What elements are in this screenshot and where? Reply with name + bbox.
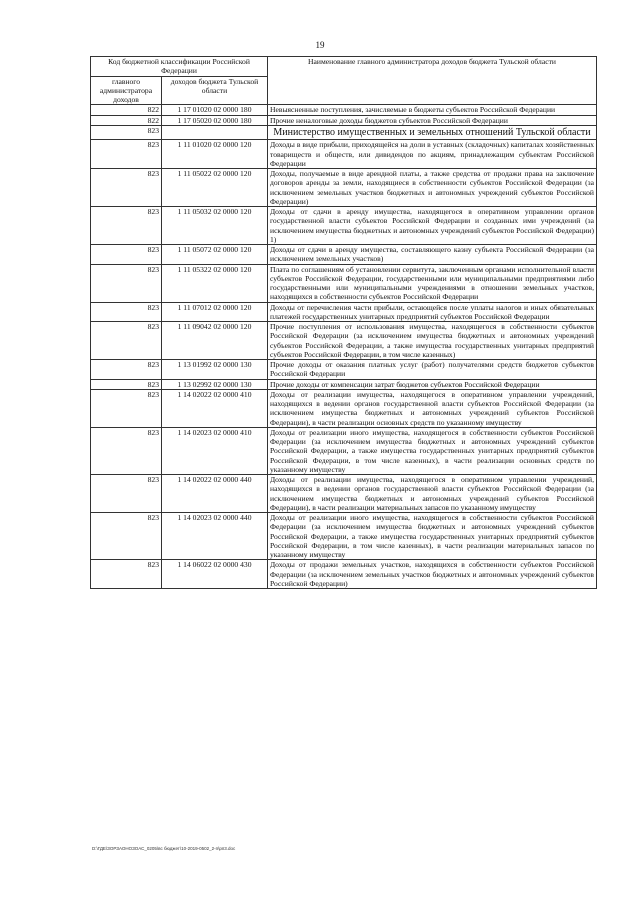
revenue-name-cell: Прочие поступления от использования имущества, находящегося в собственности субъектов Российской Федерации (за исключением имущества бюджетных и автономных учреждений субъектов Российской Федерации, а также имущества государственных унитарных предприятий субъектов Российской Федерации, в том числе казенных) bbox=[268, 322, 597, 360]
table-row bbox=[91, 360, 597, 380]
header-administrator-name: Наименование главного администратора доходов бюджета Тульской области bbox=[268, 57, 597, 105]
table-row bbox=[91, 115, 597, 125]
admin-code-cell: 823 bbox=[91, 427, 162, 474]
revenue-code-cell: 1 13 02992 02 0000 130 bbox=[162, 379, 268, 389]
header-admin-code: главного администратора доходов bbox=[91, 76, 162, 105]
header-revenue-code: доходов бюджета Тульской области bbox=[162, 76, 268, 105]
revenue-name-cell: Доходы в виде прибыли, приходящейся на доли в уставных (складочных) капиталах хозяйственных товариществ и обществ, или дивидендов по акциям, принадлежащим субъектам Российской Федерации bbox=[268, 140, 597, 169]
revenue-code-cell: 1 14 02022 02 0000 410 bbox=[162, 389, 268, 427]
admin-code-cell: 823 bbox=[91, 322, 162, 360]
admin-code-cell: 822 bbox=[91, 105, 162, 115]
table-row bbox=[91, 427, 597, 474]
table-row bbox=[91, 379, 597, 389]
revenue-name-cell: Доходы, получаемые в виде арендной платы, а также средства от продажи права на заключение договоров аренды за земли, находящиеся в собственности субъектов Российской Федерации (за исключением земельных участков бюджетных и автономных учреждений субъектов Российской Федерации) bbox=[268, 169, 597, 207]
revenue-name-cell: Доходы от сдачи в аренду имущества, находящегося в оперативном управлении органов государственной власти субъектов Российской Федерации и созданных ими учреждений (за исключением имущества бюджетных и автономных учреждений субъектов Российской Федерации) 1) bbox=[268, 207, 597, 245]
revenue-code-cell: 1 11 05032 02 0000 120 bbox=[162, 207, 268, 245]
header-classification-code: Код бюджетной классификации Российской Федерации bbox=[91, 57, 268, 77]
admin-code-cell: 823 bbox=[91, 207, 162, 245]
revenue-name-cell: Доходы от реализации имущества, находящегося в оперативном управлении учреждений, находящихся в ведении органов государственной власти субъектов Российской Федерации (за исключением имущества бюджетных и автономных учреждений субъектов Российской Федерации), в части реализации материальных запасов по указанному имуществу bbox=[268, 475, 597, 513]
revenue-code-cell: 1 11 09042 02 0000 120 bbox=[162, 322, 268, 360]
table-row bbox=[91, 207, 597, 245]
admin-code-cell: 823 bbox=[91, 169, 162, 207]
revenue-name-cell: Доходы от перечисления части прибыли, остающейся после уплаты налогов и иных обязательных платежей государственных унитарных предприятий субъектов Российской Федерации bbox=[268, 302, 597, 322]
revenue-administrators-table bbox=[90, 56, 597, 589]
revenue-code-cell: 1 11 05072 02 0000 120 bbox=[162, 245, 268, 265]
revenue-code-cell bbox=[162, 125, 268, 140]
table-row bbox=[91, 389, 597, 427]
admin-code-cell: 823 bbox=[91, 245, 162, 265]
revenue-code-cell: 1 14 06022 02 0000 430 bbox=[162, 560, 268, 589]
table-row bbox=[91, 513, 597, 560]
page-number: 19 bbox=[315, 40, 325, 50]
revenue-code-cell: 1 14 02023 02 0000 440 bbox=[162, 513, 268, 560]
table-row bbox=[91, 105, 597, 115]
file-path-footer: D:\ГДЕ\ЗОРЗАОНОЗОАС_0205\вс бюджет\10-2019-0502_2-п\рп3.doc bbox=[92, 846, 236, 851]
admin-code-cell: 822 bbox=[91, 115, 162, 125]
table-row bbox=[91, 140, 597, 169]
revenue-code-cell: 1 17 01020 02 0000 180 bbox=[162, 105, 268, 115]
revenue-code-cell: 1 11 01020 02 0000 120 bbox=[162, 140, 268, 169]
admin-code-cell: 823 bbox=[91, 125, 162, 140]
revenue-code-cell: 1 11 07012 02 0000 120 bbox=[162, 302, 268, 322]
admin-code-cell: 823 bbox=[91, 513, 162, 560]
table-row bbox=[91, 560, 597, 589]
table-row bbox=[91, 302, 597, 322]
revenue-name-cell: Доходы от реализации имущества, находящегося в оперативном управлении учреждений, находящихся в ведении органов государственной власти субъектов Российской Федерации (за исключением имущества бюджетных и автономных учреждений субъектов Российской Федерации), в части реализации основных средств по указанному имуществу bbox=[268, 389, 597, 427]
table-row bbox=[91, 245, 597, 265]
table-body bbox=[91, 105, 597, 589]
revenue-name-cell: Прочие доходы от оказания платных услуг (работ) получателями средств бюджетов субъектов Российской Федерации bbox=[268, 360, 597, 380]
admin-code-cell: 823 bbox=[91, 560, 162, 589]
revenue-name-cell: Министерство имущественных и земельных отношений Тульской области bbox=[268, 125, 597, 140]
revenue-name-cell: Доходы от продажи земельных участков, находящихся в собственности субъектов Российской Федерации (за исключением земельных участков бюджетных и автономных учреждений субъектов Российской Федерации) bbox=[268, 560, 597, 589]
revenue-name-cell: Доходы от сдачи в аренду имущества, составляющего казну субъекта Российской Федерации (за исключением земельных участков) bbox=[268, 245, 597, 265]
revenue-code-cell: 1 11 05022 02 0000 120 bbox=[162, 169, 268, 207]
admin-code-cell: 823 bbox=[91, 379, 162, 389]
table-row bbox=[91, 264, 597, 302]
table-row bbox=[91, 475, 597, 513]
admin-code-cell: 823 bbox=[91, 389, 162, 427]
revenue-code-cell: 1 14 02022 02 0000 440 bbox=[162, 475, 268, 513]
admin-code-cell: 823 bbox=[91, 264, 162, 302]
revenue-name-cell: Плата по соглашениям об установлении сервитута, заключенным органами исполнительной власти субъектов Российской Федерации, государственными или муниципальными предприятиями либо государственными или муниципальными учреждениями в отношении земельных участков, находящихся в собственности субъектов Российской Федерации bbox=[268, 264, 597, 302]
revenue-name-cell: Прочие неналоговые доходы бюджетов субъектов Российской Федерации bbox=[268, 115, 597, 125]
admin-code-cell: 823 bbox=[91, 140, 162, 169]
revenue-name-cell: Невыясненные поступления, зачисляемые в бюджеты субъектов Российской Федерации bbox=[268, 105, 597, 115]
revenue-code-cell: 1 11 05322 02 0000 120 bbox=[162, 264, 268, 302]
admin-code-cell: 823 bbox=[91, 360, 162, 380]
section-row bbox=[91, 125, 597, 140]
revenue-name-cell: Прочие доходы от компенсации затрат бюджетов субъектов Российской Федерации bbox=[268, 379, 597, 389]
admin-code-cell: 823 bbox=[91, 475, 162, 513]
revenue-name-cell: Доходы от реализации иного имущества, находящегося в собственности субъектов Российской Федерации (за исключением имущества бюджетных и автономных учреждений субъектов Российской Федерации, а также имущества государственных унитарных предприятий субъектов Российской Федерации, в том числе казенных), в части реализации материальных запасов по указанному имуществу bbox=[268, 513, 597, 560]
revenue-code-cell: 1 13 01992 02 0000 130 bbox=[162, 360, 268, 380]
table-row bbox=[91, 322, 597, 360]
revenue-code-cell: 1 14 02023 02 0000 410 bbox=[162, 427, 268, 474]
revenue-code-cell: 1 17 05020 02 0000 180 bbox=[162, 115, 268, 125]
table-row bbox=[91, 169, 597, 207]
admin-code-cell: 823 bbox=[91, 302, 162, 322]
revenue-name-cell: Доходы от реализации иного имущества, находящегося в собственности субъектов Российской Федерации (за исключением имущества бюджетных и автономных учреждений субъектов Российской Федерации, а также имущества государственных унитарных предприятий субъектов Российской Федерации, в том числе казенных), в части реализации основных средств по указанному имуществу bbox=[268, 427, 597, 474]
